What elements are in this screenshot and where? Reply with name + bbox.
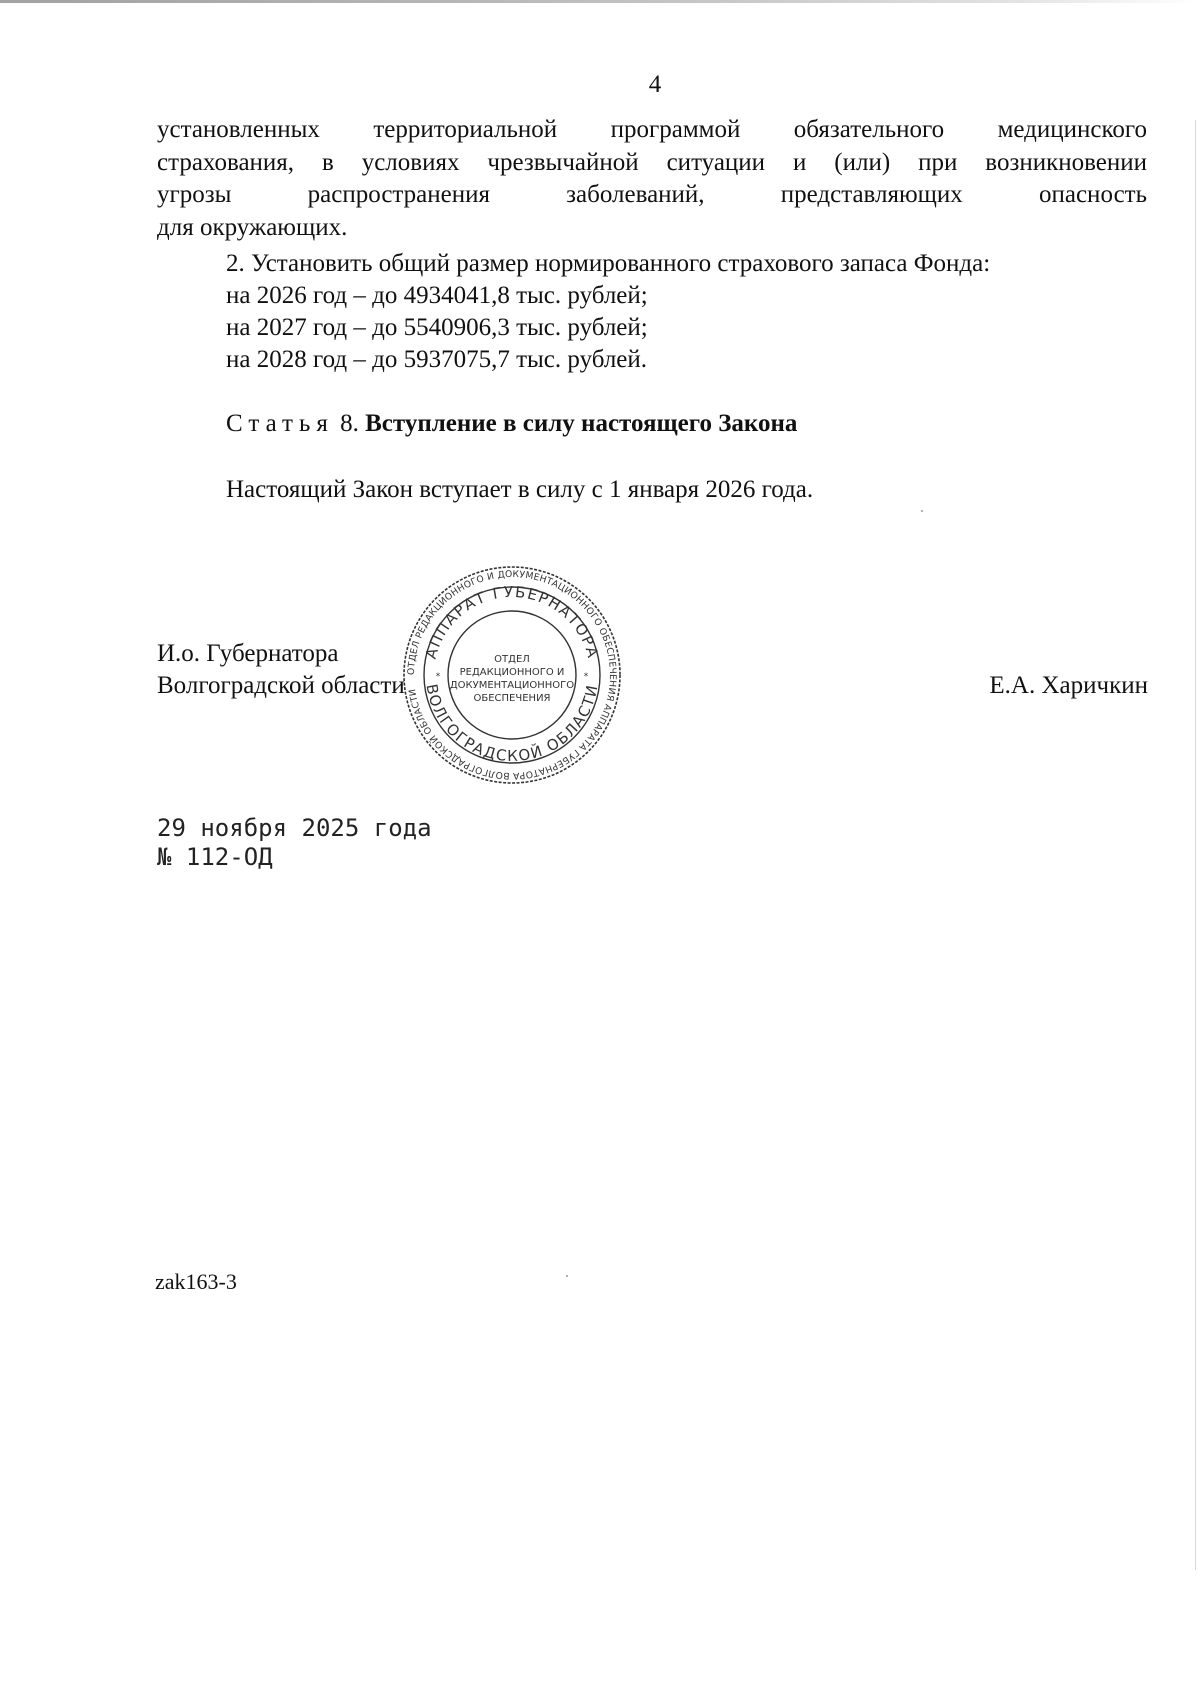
- paragraph-line: страхования, в условиях чрезвычайной ситуации и (или) при возникновении: [157, 148, 1147, 176]
- stamp-center-line: ОБЕСПЕЧЕНИЯ: [473, 693, 551, 704]
- article-title: Вступление в силу настоящего Закона: [365, 410, 798, 437]
- signer-role-line: Волгоградской области: [157, 672, 405, 699]
- article-text: Настоящий Закон вступает в силу с 1 января 2026 года.: [226, 476, 814, 503]
- paragraph-line: для окружающих.: [157, 213, 348, 241]
- stamp-star-right-icon: *: [583, 672, 589, 682]
- enactment-number: № 112-ОД: [157, 843, 273, 871]
- paragraph-line: установленных территориальной программой обязательного медицинского: [157, 116, 1147, 143]
- signer-role: [157, 638, 405, 702]
- article-number: 8.: [340, 410, 359, 437]
- item-2-year-line: на 2027 год – до 5540906,3 тыс. рублей;: [226, 314, 648, 341]
- official-stamp: [400, 563, 624, 787]
- paragraph-continuation: [157, 114, 1147, 244]
- item-2-year-line: на 2026 год – до 4934041,8 тыс. рублей;: [226, 282, 648, 309]
- article-heading: [226, 408, 797, 440]
- stamp-star-left-icon: *: [435, 672, 441, 682]
- article-word: Статья: [226, 410, 334, 437]
- item-2-intro: 2. Установить общий размер нормированного страхового запаса Фонда:: [226, 250, 991, 277]
- scan-speck: [566, 1275, 568, 1277]
- scan-speck: [921, 510, 923, 512]
- item-2-year-line: на 2028 год – до 5937075,7 тыс. рублей.: [226, 346, 648, 373]
- scan-edge-shadow: [0, 0, 1200, 3]
- signer-name: Е.А. Харичкин: [989, 672, 1148, 699]
- scan-edge-right: [1195, 120, 1196, 1570]
- stamp-outer-ring-text: ОТДЕЛ РЕДАКЦИОННОГО И ДОКУМЕНТАЦИОННОГО ОБЕСПЕЧЕНИЯ АППАРАТА ГУБЕРНАТОРА ВОЛГОГРАДСКОЙ ОБЛАСТИ: [405, 568, 619, 782]
- item-2-block: [226, 248, 990, 376]
- stamp-inner-bottom-text: ВОЛГОГРАДСКОЙ ОБЛАСТИ: [422, 682, 602, 766]
- stamp-center-line: ДОКУМЕНТАЦИОННОГО: [449, 680, 575, 691]
- stamp-center-line: ОТДЕЛ: [494, 654, 530, 665]
- paragraph-line: угрозы распространения заболеваний, представляющих опасность: [157, 181, 1147, 208]
- signer-role-line: И.о. Губернатора: [157, 640, 339, 667]
- document-code: zak163-3: [155, 1269, 237, 1294]
- page-number: 4: [648, 71, 662, 98]
- stamp-center-line: РЕДАКЦИОННОГО И: [459, 667, 565, 678]
- enactment-date: 29 ноября 2025 года: [157, 814, 432, 842]
- enactment-block: [157, 814, 432, 872]
- stamp-inner-top-text: АППАРАТ ГУБЕРНАТОРА: [421, 582, 603, 661]
